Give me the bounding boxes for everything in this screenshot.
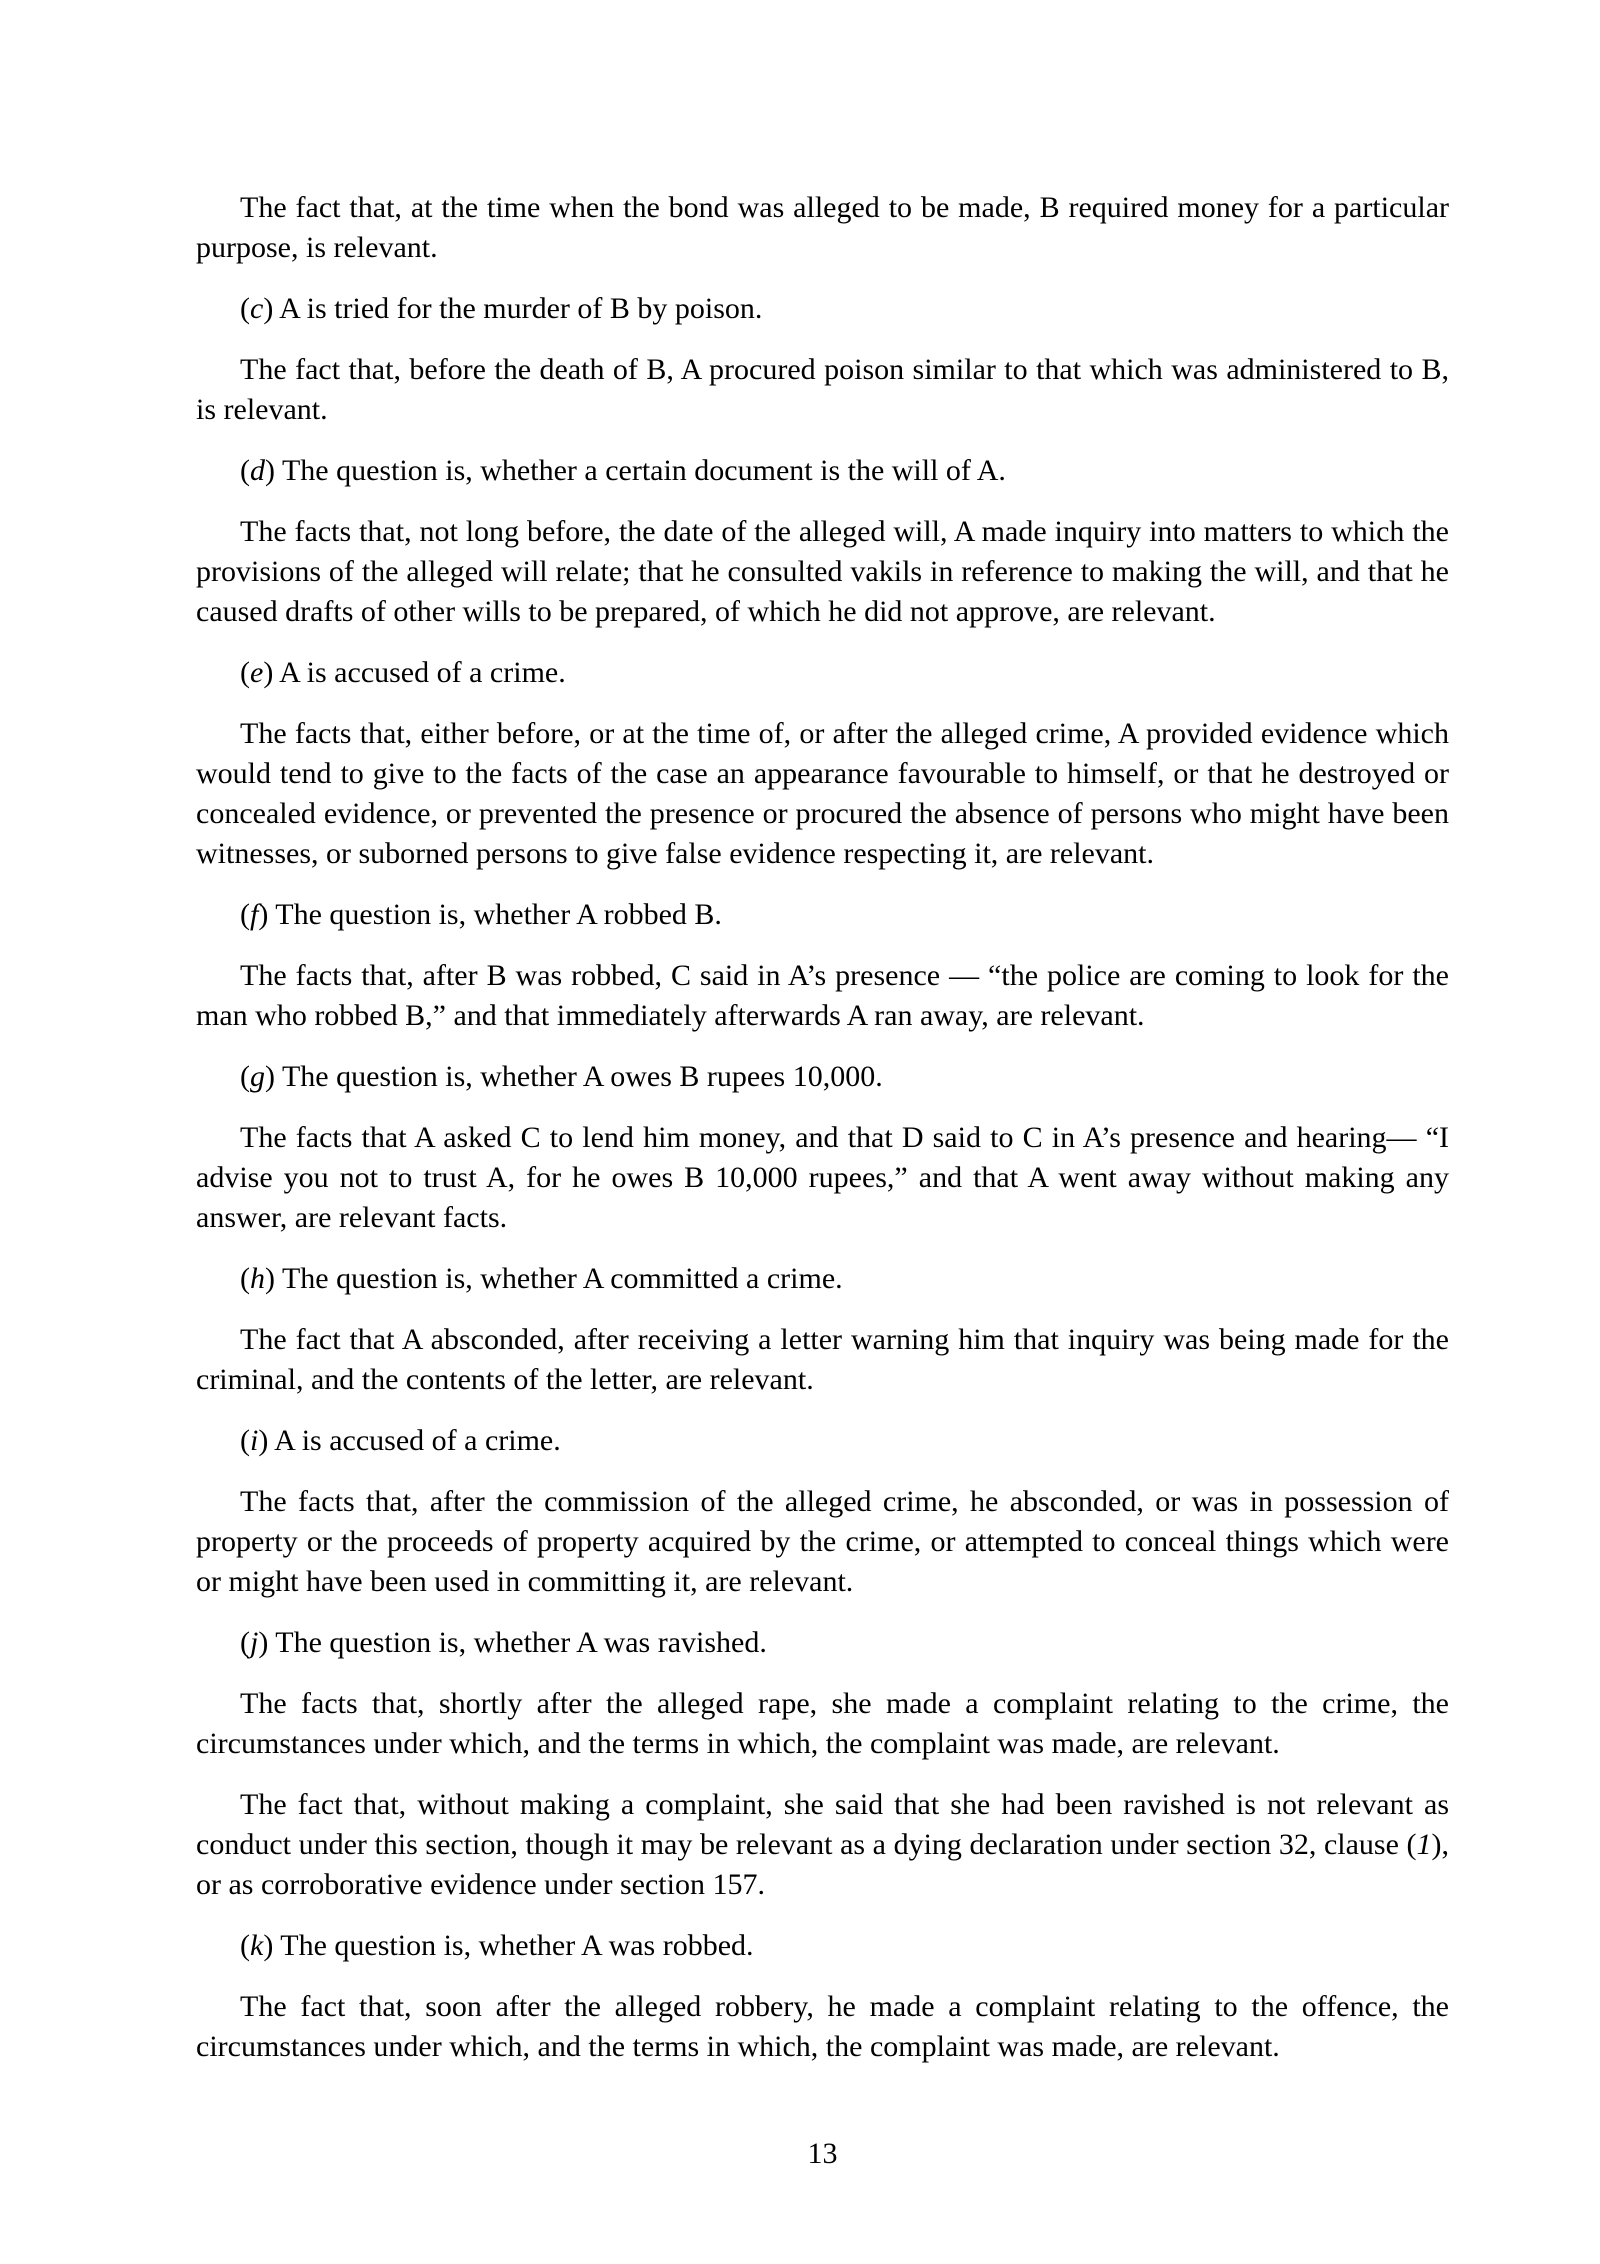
paragraph xyxy=(196,512,1449,632)
text-run: The facts that A asked C to lend him money, and that D said to C in A’s presence and hearing— “I advise you not to trust A, for he owes B 10,000 rupees,” and that A went away without making any answer, are relevant facts. xyxy=(196,1121,1449,1234)
text-run: ) A is accused of a crime. xyxy=(258,1424,561,1457)
text-run: The facts that, shortly after the alleged rape, she made a complaint relating to the crime, the circumstances under which, and the terms in which, the complaint was made, are relevant. xyxy=(196,1687,1449,1760)
italic-text-run: c xyxy=(250,292,264,325)
paragraph xyxy=(196,188,1449,268)
text-run: The fact that A absconded, after receiving a letter warning him that inquiry was being made for the criminal, and the contents of the letter, are relevant. xyxy=(196,1323,1449,1396)
text-run: ( xyxy=(240,292,250,325)
text-run: The facts that, after B was robbed, C said in A’s presence — “the police are coming to look for the man who robbed B,” and that immediately afterwards A ran away, are relevant. xyxy=(196,959,1449,1032)
paragraph xyxy=(196,1259,1449,1299)
text-run: ( xyxy=(240,454,250,487)
paragraph xyxy=(196,1118,1449,1238)
italic-text-run: f xyxy=(250,898,259,931)
italic-text-run: g xyxy=(250,1060,265,1093)
paragraph xyxy=(196,1987,1449,2067)
text-run: ( xyxy=(240,1060,250,1093)
text-run: ( xyxy=(240,1424,250,1457)
italic-text-run: j xyxy=(250,1626,259,1659)
text-run: ) The question is, whether A committed a crime. xyxy=(265,1262,843,1295)
paragraph xyxy=(196,714,1449,874)
page-number: 13 xyxy=(807,2137,838,2170)
paragraph xyxy=(196,1785,1449,1905)
paragraph xyxy=(196,289,1449,329)
text-run: The fact that, soon after the alleged robbery, he made a complaint relating to the offence, the circumstances under which, and the terms in which, the complaint was made, are relevant. xyxy=(196,1990,1449,2063)
italic-text-run: d xyxy=(250,454,265,487)
paragraph xyxy=(196,1421,1449,1461)
text-run: ( xyxy=(240,656,250,689)
paragraph xyxy=(196,1320,1449,1400)
text-run: The fact that, without making a complaint, she said that she had been ravished is not relevant as conduct under this section, though it may be relevant as a dying declaration under section 32, clause ( xyxy=(196,1788,1449,1861)
text-run: The facts that, not long before, the date of the alleged will, A made inquiry into matters to which the provisions of the alleged will relate; that he consulted vakils in reference to making the will, and that he caused drafts of other wills to be prepared, of which he did not approve, are relevant. xyxy=(196,515,1449,628)
text-run: ) The question is, whether a certain document is the will of A. xyxy=(265,454,1006,487)
text-run: ( xyxy=(240,898,250,931)
paragraph xyxy=(196,1482,1449,1602)
text-run: ) A is tried for the murder of B by poison. xyxy=(263,292,763,325)
paragraph xyxy=(196,895,1449,935)
document-body xyxy=(196,188,1449,2088)
text-run: ) The question is, whether A was robbed. xyxy=(263,1929,754,1962)
italic-text-run: e xyxy=(250,656,264,689)
paragraph xyxy=(196,1926,1449,1966)
text-run: ( xyxy=(240,1626,250,1659)
text-run: ( xyxy=(240,1929,250,1962)
paragraph xyxy=(196,350,1449,430)
paragraph xyxy=(196,1684,1449,1764)
text-run: ) The question is, whether A was ravished. xyxy=(258,1626,767,1659)
italic-text-run: h xyxy=(250,1262,265,1295)
italic-text-run: 1 xyxy=(1416,1828,1432,1861)
italic-text-run: k xyxy=(250,1929,264,1962)
italic-text-run: i xyxy=(250,1424,259,1457)
text-run: The facts that, after the commission of the alleged crime, he absconded, or was in possession of property or the proceeds of property acquired by the crime, or attempted to conceal things which were or might have been used in committing it, are relevant. xyxy=(196,1485,1449,1598)
paragraph xyxy=(196,451,1449,491)
text-run: ) A is accused of a crime. xyxy=(263,656,566,689)
text-run: ), or as corroborative evidence under section 157. xyxy=(196,1828,1449,1901)
paragraph xyxy=(196,1057,1449,1097)
paragraph xyxy=(196,653,1449,693)
text-run: The facts that, either before, or at the time of, or after the alleged crime, A provided evidence which would tend to give to the facts of the case an appearance favourable to himself, or that he destroyed or concealed evidence, or prevented the presence or procured the absence of persons who might have been witnesses, or suborned persons to give false evidence respecting it, are relevant. xyxy=(196,717,1449,870)
text-run: The fact that, at the time when the bond was alleged to be made, B required money for a particular purpose, is relevant. xyxy=(196,191,1449,264)
paragraph xyxy=(196,1623,1449,1663)
text-run: ) The question is, whether A robbed B. xyxy=(258,898,722,931)
paragraph xyxy=(196,956,1449,1036)
text-run: ) The question is, whether A owes B rupees 10,000. xyxy=(265,1060,883,1093)
text-run: The fact that, before the death of B, A procured poison similar to that which was administered to B, is relevant. xyxy=(196,353,1449,426)
text-run: ( xyxy=(240,1262,250,1295)
